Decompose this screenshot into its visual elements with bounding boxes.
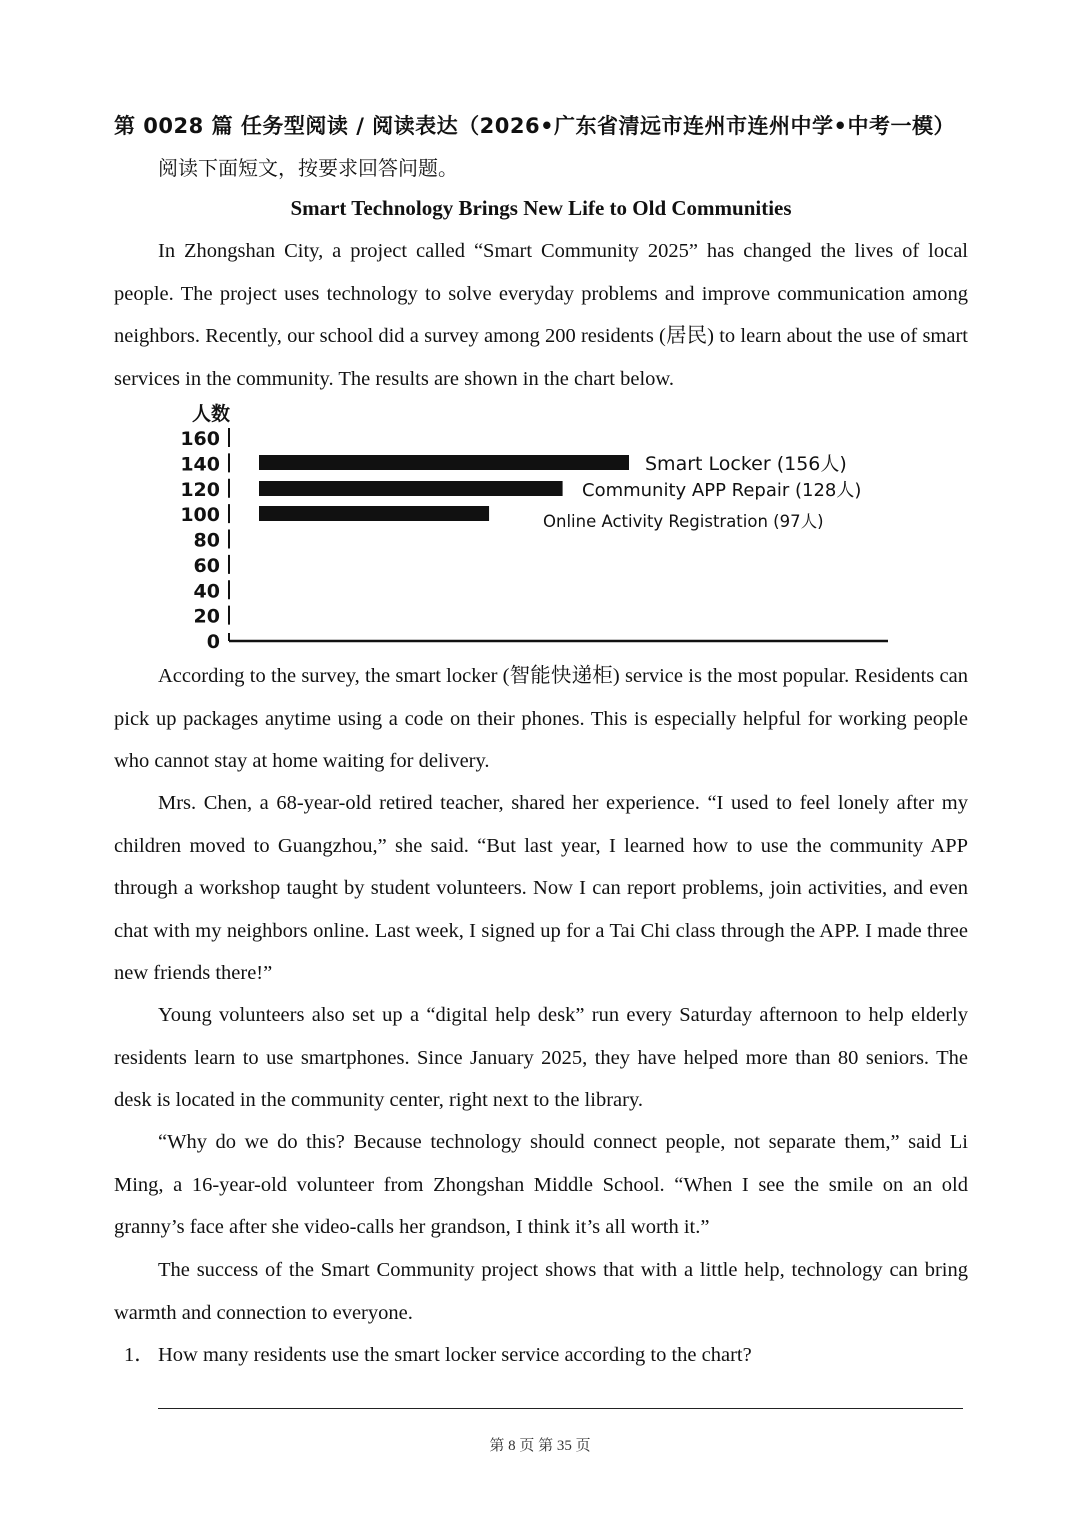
bar-data-label-2: Community APP Repair (128人) bbox=[582, 480, 862, 501]
y-axis-label: 人数 bbox=[192, 403, 231, 425]
paragraph-5: “Why do we do this? Because technology should connect people, not separate them,” said Li Ming, a 16-year-old volunteer from Zhongshan Middle School. “When I see the smile on an old granny’s face after she video-calls her grandson, I think it’s all worth it.” bbox=[114, 1131, 968, 1238]
paragraph-4: Young volunteers also set up a “digital help desk” run every Saturday afternoon to help elderly residents learn to use smartphones. Since January 2025, they have helped more than 80 seniors. The desk is located in the community center, right next to the library. bbox=[114, 1004, 968, 1111]
y-tick-label: 120 bbox=[180, 478, 220, 501]
y-tick-label: 60 bbox=[193, 554, 220, 577]
exam-header: 第 0028 篇 任务型阅读 / 阅读表达（2026•广东省清远市连州市连州中学•中考一模） bbox=[114, 114, 955, 138]
y-tick-label: 20 bbox=[193, 605, 220, 628]
y-tick-label: 100 bbox=[180, 504, 220, 527]
bar-data-label-3: Online Activity Registration (97人) bbox=[543, 512, 824, 531]
reading-instruction: 阅读下面短文，按要求回答问题。 bbox=[158, 156, 458, 180]
page-footer: 第 8 页 第 35 页 bbox=[489, 1438, 591, 1454]
bar-3 bbox=[259, 506, 489, 521]
answer-line[interactable] bbox=[158, 1408, 963, 1409]
paragraph-3: Mrs. Chen, a 68-year-old retired teacher, shared her experience. “I used to feel lonely after my children moved to Guangzhou,” she said. “But last year, I learned how to use the community APP through a workshop taught by student volunteers. Now I can report problems, join activities, and even chat with my neighbors online. Last week, I signed up for a Tai Chi class through the APP. I made three new friends there!” bbox=[114, 792, 968, 984]
bar-data-label-1: Smart Locker (156人) bbox=[645, 453, 847, 475]
y-tick-label: 160 bbox=[180, 428, 220, 450]
paragraph-1: In Zhongshan City, a project called “Smart Community 2025” has changed the lives of local people. The project uses technology to solve everyday problems and improve communication among neighbors. Recently, our school did a survey among 200 residents (居民) to learn about the use of smart services in the community. The results are shown in the chart below. bbox=[114, 240, 968, 390]
paragraph-6: The success of the Smart Community project shows that with a little help, technology can bring warmth and connection to everyone. bbox=[114, 1259, 968, 1324]
question-1 bbox=[124, 1334, 752, 1377]
bar-1 bbox=[259, 455, 629, 470]
y-tick-label: 80 bbox=[193, 529, 220, 552]
question-number: 1． bbox=[124, 1344, 155, 1366]
y-tick-label: 40 bbox=[193, 580, 220, 603]
y-tick-label: 0 bbox=[206, 631, 220, 653]
y-tick-label: 140 bbox=[180, 453, 220, 476]
article-title: Smart Technology Brings New Life to Old Communities bbox=[290, 196, 792, 220]
question-text: How many residents use the smart locker service according to the chart? bbox=[158, 1344, 752, 1366]
paragraph-2: According to the survey, the smart locker (智能快递柜) service is the most popular. Residents can pick up packages anytime using a code on their phones. This is especially helpful for working people who cannot stay at home waiting for delivery. bbox=[114, 665, 968, 772]
bar-2 bbox=[259, 481, 563, 496]
survey-bar-chart bbox=[180, 398, 900, 653]
